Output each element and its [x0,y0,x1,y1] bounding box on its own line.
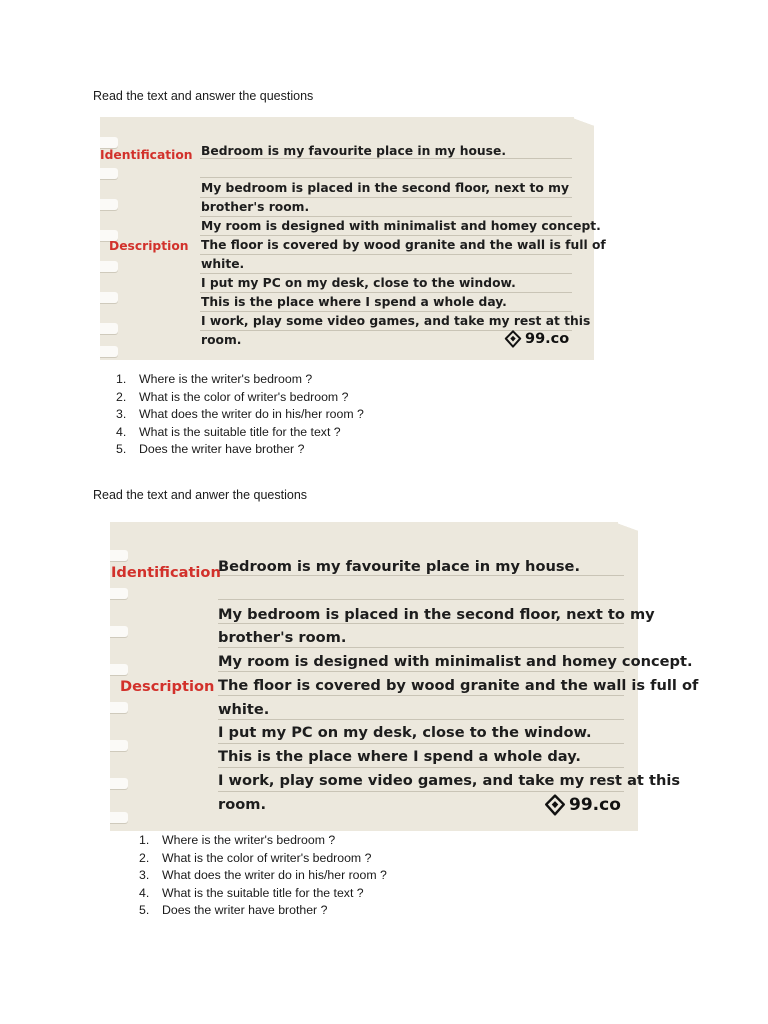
question-item [116,406,364,424]
binder-tab [110,664,128,675]
binder-tab [100,323,118,334]
question-text: What is the color of writer's bedroom ? [162,850,372,865]
question-number: 4. [116,424,127,439]
ruled-line [200,158,572,159]
location-pin-icon [504,330,522,348]
question-text: Does the writer have brother ? [139,442,305,456]
question-number: 4. [139,885,150,900]
brand-logo [544,794,621,816]
instruction-1: Read the text and answer the questions [93,89,314,103]
question-item [116,441,364,459]
binder-tab [110,588,128,599]
logo-text: 99.co [525,331,570,347]
ruled-line [218,623,624,624]
binder-tab [110,778,128,789]
binder-tab [110,702,128,713]
description-line: room. [201,333,242,347]
ruled-line [200,292,572,293]
question-number: 3. [139,868,150,882]
text-card-1 [100,117,606,360]
binder-tab [110,550,128,561]
description-label: Description [109,239,189,253]
ruled-line [218,719,624,720]
question-text: What is the color of writer's bedroom ? [139,389,349,404]
question-number: 1. [139,833,150,847]
ruled-line [218,599,624,600]
question-list-1 [116,371,364,459]
ruled-line [200,197,572,198]
text-card-2 [110,522,699,831]
question-number: 3. [116,407,127,421]
description-line: brother's room. [201,200,310,214]
binder-tab [100,261,118,272]
binder-tab [110,812,128,823]
logo-text: 99.co [569,795,621,815]
question-number: 5. [139,903,150,917]
binder-tab [100,199,118,210]
question-number: 1. [116,372,127,386]
description-line: My room is designed with minimalist and homey concept. [218,653,693,670]
ruled-line [200,273,572,274]
location-pin-icon [544,794,566,816]
question-number: 5. [116,442,127,456]
ruled-line [200,254,572,255]
description-line: The floor is covered by wood granite and the wall is full of [218,677,699,694]
description-line: room. [218,796,266,813]
question-text: Does the writer have brother ? [162,903,328,917]
ruled-line [218,743,624,744]
identification-text: Bedroom is my favourite place in my house. [201,144,507,158]
description-line: This is the place where I spend a whole day. [201,295,507,309]
question-number: 2. [139,850,150,865]
ruled-line [200,177,572,178]
description-line: white. [201,257,245,271]
question-item [139,902,387,920]
description-line: I work, play some video games, and take my rest at this [218,772,681,789]
ruled-line [200,216,572,217]
binder-tab [100,346,118,357]
ruled-line [200,311,572,312]
description-line: I put my PC on my desk, close to the window. [201,276,516,290]
ruled-line [218,767,624,768]
question-item [116,389,364,407]
question-text: Where is the writer's bedroom ? [162,833,336,847]
instruction-2: Read the text and anwer the questions [93,488,308,502]
brand-logo [504,330,569,348]
description-line: I put my PC on my desk, close to the window. [218,724,592,741]
question-number: 2. [116,389,127,404]
description-line: My bedroom is placed in the second floor, next to my [201,181,569,195]
description-line: My room is designed with minimalist and homey concept. [201,219,601,233]
question-item [116,424,364,442]
description-line: I work, play some video games, and take my rest at this [201,314,591,328]
question-item [139,885,387,903]
ruled-line [218,575,624,576]
question-item [139,832,387,850]
identification-text: Bedroom is my favourite place in my house. [218,558,580,575]
description-line: This is the place where I spend a whole day. [218,748,581,765]
question-item [116,371,364,389]
question-text: Where is the writer's bedroom ? [139,372,313,386]
ruled-line [218,695,624,696]
description-line: white. [218,701,270,718]
question-list-2 [139,832,387,920]
binder-tab [100,137,118,148]
question-text: What is the suitable title for the text ? [139,424,341,439]
binder-tab [110,740,128,751]
ruled-line [218,791,624,792]
description-line: brother's room. [218,629,347,646]
identification-label: Identification [100,148,193,162]
binder-tab [100,168,118,179]
question-text: What is the suitable title for the text ? [162,885,364,900]
ruled-line [218,647,624,648]
question-text: What does the writer do in his/her room ? [162,868,387,882]
identification-label: Identification [111,564,221,581]
question-item [139,867,387,885]
ruled-line [200,235,572,236]
description-label: Description [120,678,215,695]
ruled-line [218,671,624,672]
question-text: What does the writer do in his/her room ? [139,407,364,421]
binder-tab [110,626,128,637]
question-item [139,850,387,868]
description-line: My bedroom is placed in the second floor, next to my [218,606,655,623]
binder-tab [100,292,118,303]
description-line: The floor is covered by wood granite and the wall is full of [201,238,606,252]
